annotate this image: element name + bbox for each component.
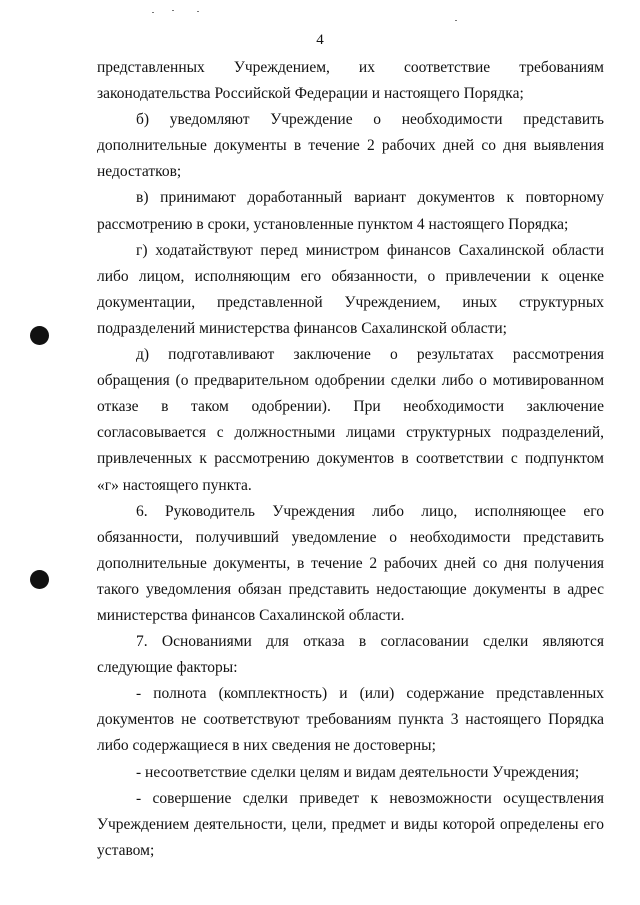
paragraph-clause-7: 7. Основаниями для отказа в согласовании сделки являются следующие факторы: — [97, 633, 604, 677]
binder-hole-bottom — [30, 570, 49, 589]
binder-hole-top — [30, 326, 49, 345]
scan-speck — [172, 10, 174, 11]
scan-speck — [455, 20, 457, 21]
paragraph-item-d: д) подготавливают заключение о результатах рассмотрения обращения (о предварительном одобрении сделки либо о мотивированном отказе в таком одобрении). При необходимости заключение согласовывается с должностными лицами структурных подразделений, привлеченных к рассмотрению документов в соответствии с подпунктом «г» настоящего пункта. — [97, 346, 604, 494]
paragraph-item-b: б) уведомляют Учреждение о необходимости представить дополнительные документы в течение 2 рабочих дней со дня выявления недостатков; — [97, 111, 604, 181]
paragraph-clause-6: 6. Руководитель Учреждения либо лицо, исполняющее его обязанности, получивший уведомление о необходимости представить дополнительные документы, в течение 2 рабочих дней со дня получения такого уведомления обязан представить недостающие документы в адрес министерства финансов Сахалинской области. — [97, 502, 604, 624]
scan-speck — [197, 11, 199, 12]
paragraph-bullet-completeness: - полнота (комплектность) и (или) содержание представленных документов не соответствуют требованиям пункта 3 настоящего Порядка либо содержащиеся в них сведения не достоверны; — [97, 685, 604, 755]
page-number: 4 — [316, 32, 324, 48]
paragraph-bullet-mismatch: - несоответствие сделки целям и видам деятельности Учреждения; — [136, 763, 580, 781]
paragraph-item-g: г) ходатайствуют перед министром финансов Сахалинской области либо лицом, исполняющим его обязанности, о привлечении к оценке документации, представленной Учреждением, иных структурных подразделений министерства финансов Сахалинской области; — [97, 241, 604, 337]
paragraph-continuation: представленных Учреждением, их соответствие требованиям законодательства Российской Федерации и настоящего Порядка; — [97, 59, 604, 103]
document-body — [97, 55, 604, 864]
paragraph-item-v: в) принимают доработанный вариант документов к повторному рассмотрению в сроки, установленные пунктом 4 настоящего Порядка; — [97, 189, 604, 233]
scan-speck — [152, 12, 154, 13]
paragraph-bullet-impossibility: - совершение сделки приведет к невозможности осуществления Учреждением деятельности, цели, предмет и виды которой определены его уставом; — [97, 789, 604, 859]
